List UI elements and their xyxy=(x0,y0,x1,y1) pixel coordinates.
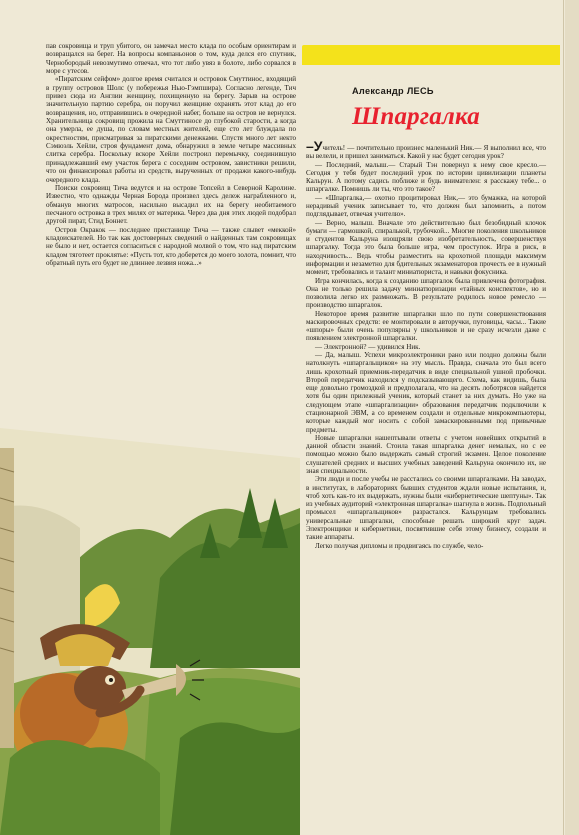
paragraph: — Да, малыш. Успехи микроэлектроники рано или поздно должны были натолкнуть «шпаргальщиков» на эту мысль. Правда, сначала это был всего лишь крохотный приемник-передатчик в виде специальной ушной пробочки. Второй передатчик находился у подсказывающего. Схема, как видишь, была еще довольно громоздкой и предполагала, что на десять лоботрясов найдется хотя бы один прилежный ученик, который станет за них думать. Но уже на следующем этапе «шпаргализации» образования передатчик подключили к стационарной ЭВМ, а со временем создали и отдельные микрокомпьютеры, которые каждый мог носить с собой замаскированными под привычные предметы. xyxy=(306,351,546,434)
paragraph: Новые шпаргалки нашептывали ответы с учетом новейших открытий в данной области знаний. Стоила такая шпаргалка денег немалых, но с ее помощью можно было выдержать самый строгий экзамен. Целое поколение слушателей средних и высших учебных заведений Кальруна окончило их, не зная специальности. xyxy=(306,433,546,475)
paragraph: — Верно, малыш. Вначале это действительно был безобидный клочок бумаги — гармошкой, спиралькой, трубочкой... Многие поколения школьников и студентов Кальруна изощряли свою изобретательность, совершенствуя шпаргалку. Тогда это была больше игра, чем проступок. Игра в риск, в находчивость... Ведь чтобы разместить на крохотной площади максимум информации и незаметно для бдительных экзаменаторов прочесть ее в нужный момент, требовались и талант миниатюриста, и навыки фокусника. xyxy=(306,218,546,277)
pirate-illustration xyxy=(0,428,300,835)
paragraph: — Электронной? — удивился Ник. xyxy=(315,342,421,351)
paragraph: — «Шпаргалка,— охотно процитировал Ник,— это бумажка, на которой нерадивый ученик записывает то, что должен был запомнить, а потом подглядывает, отвечая учителю». xyxy=(306,193,546,219)
section-banner xyxy=(302,45,560,65)
article-title: Шпаргалка xyxy=(352,103,480,130)
drop-cap: –У xyxy=(306,138,323,154)
paragraph: Эти люди и после учебы не расстались со своими шпаргалками. На заводах, в институтах, в лабораториях бывших студентов ждали новые испытания, и, чтоб хоть как-то их выдержать, нужны были «кибернетические шептуны». Так из учебных аудиторий «электронная шпаргалка» шагнула в жизнь. Подпольный промысел «шпаргальщиков» разрастался. Кальрунцам требовались универсальные шпаргалки, способные решать широкий круг задач. Электронщики и кибернетики, посвятившие себя этому бизнесу, создали и такие аппараты. xyxy=(306,475,546,542)
right-column-text xyxy=(306,138,546,550)
paragraph: Остров Окракок — последнее пристанище Тича — также слывет «меккой» кладоискателей. Но так как достоверных сведений о найденных там сокровищах не было и нет, остается согласиться с народной молвой о том, что над пиратским кладом тяготеет проклятье: «Пусть тот, кто доберется до моего золота, помнит, что обратный путь его будет не длиннее лезвия ножа...» xyxy=(46,225,296,267)
paragraph: Поиски сокровищ Тича ведутся и на острове Топсейл в Северной Каролине. Известно, что однажды Черная Борода произвел здесь дележ награбленного и, обманув многих матросов, насильно высадил их на берегу необитаемого песчаного островка в трех милях от материка. Через два дня этих людей подобрал другой пират, Стид Боннет. xyxy=(46,183,296,226)
left-column-text xyxy=(46,42,296,267)
paragraph: Игра кончилась, когда к созданию шпаргалок была привлечена фотография. Она не только решила задачу миниатюризации «тайных конспектов», но и позволила легко их размножать. В результате родилось новое ремесло — производство шпаргалок. xyxy=(306,276,546,310)
paragraph: — Последний, малыш.— Старый Тэн повернул к нему свое кресло.— Сегодня у тебя будет последний урок по истории цивилизации планеты Кальрун. А потому садись поближе и будь внимателен: я расскажу тебе... о шпаргалке. Помнишь ли ты, что это такое? xyxy=(306,160,546,194)
paragraph: «Пиратским сейфом» долгое время считался и островок Смуттинос, входящий в группу островов Шолс (у побережья Нью-Гэмпшира). Согласно легенде, Тич привез сюда из Англии женщину, похищенную на берегу. Зарыв на острове значительную партию серебра, он поручил женщине охранять этот клад до его возвращения, но, отправившись в очередной набег, больше на остров не вернулся. Хранительница сокровищ прожила на Смуттиносе до глубокой старости, а когда она умерла, ее душа, по словам местных жителей, еще сто лет блуждала по окрестностям, присматривая за пиратскими денежками. Спустя много лет некто Сэмюэль Хейли, строя фундамент дома, обнаружил в земле четыре массивных слитка серебра. Поскольку вскоре Хейли построил перемычку, соединившую принадлежавший ему участок берега с соседним островом, завистники решили, что он финансировал работы из средств, вырученных от продажи какого-нибудь очередного клада. xyxy=(46,75,296,184)
article-author: Александр ЛЕСЬ xyxy=(352,86,434,96)
page-edge-line xyxy=(563,0,564,835)
lead-paragraph xyxy=(306,138,546,161)
page-edge xyxy=(565,0,579,835)
lead-text: читель! — почтительно произнес маленький Ник.— Я выполнил все, что вы велели, и пришел заниматься. Какой у нас будет сегодня урок? xyxy=(306,144,546,161)
paragraph: Некоторое время развитие шпаргалки шло по пути совершенствования маскировочных средств: ее монтировали в авторучки, пуговицы, часы... Такие «шпоры» были очень популярны у школьников и не сразу исчезли даже с появлением электронной шпаргалки. xyxy=(306,309,546,343)
paragraph: Легко получая дипломы и продвигаясь по службе, чело- xyxy=(315,541,484,550)
paragraph: пав сокровища и труп убитого, он замечал место клада по особым ориентирам и возвращался на берег. На вопросы компаньонов о том, куда делся его спутник, Чернобородый невозмутимо отвечал, что тот либо увяз в болоте, либо сорвался в море с утесов. xyxy=(46,42,296,76)
